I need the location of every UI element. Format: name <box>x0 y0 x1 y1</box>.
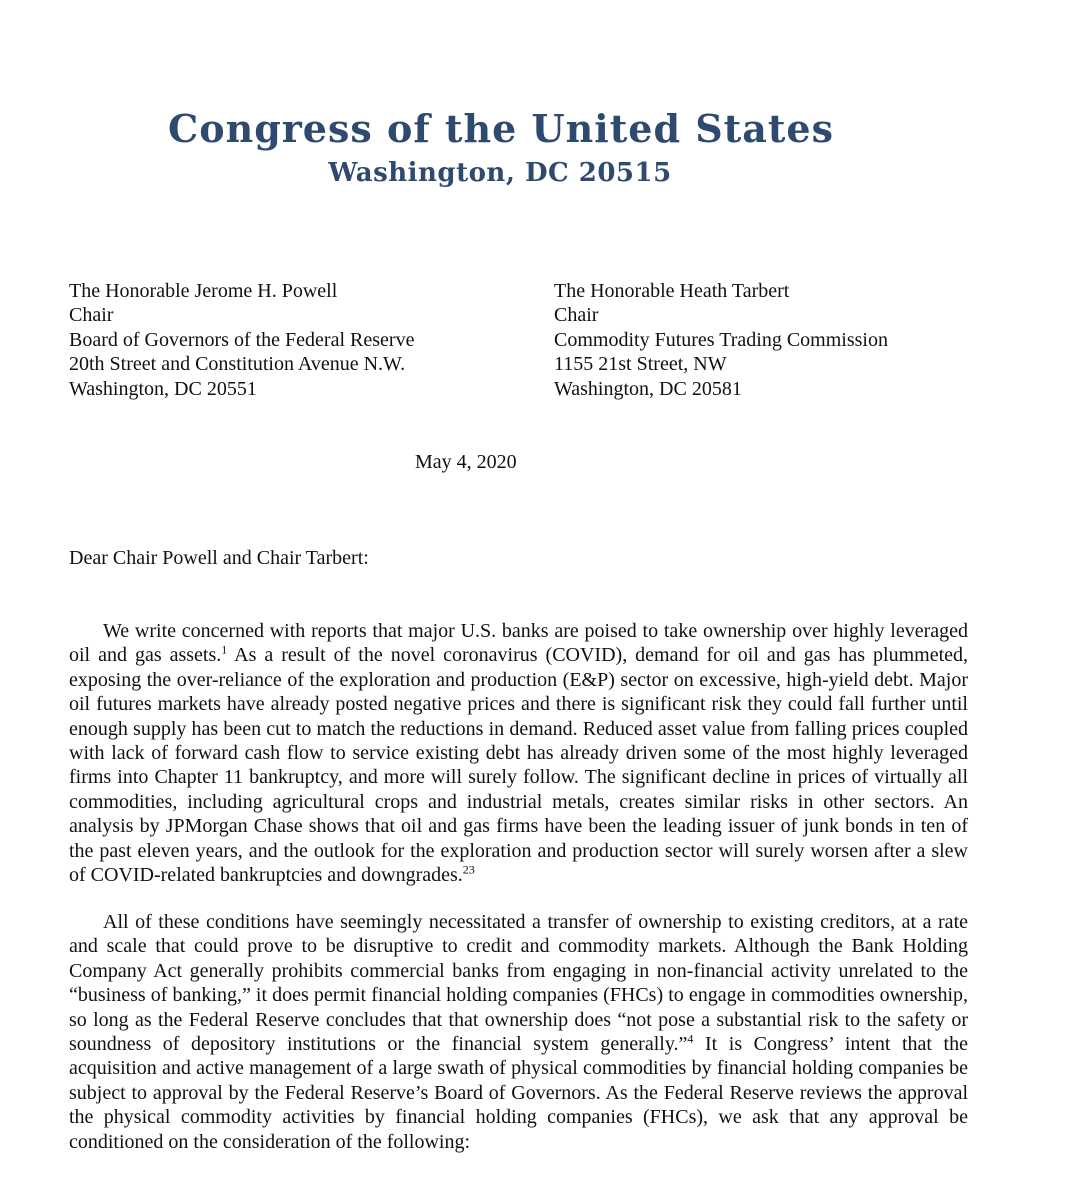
body-paragraph-1 <box>69 619 968 887</box>
recipient-left-name: The Honorable Jerome H. Powell <box>69 280 338 302</box>
recipient-address-left <box>69 279 414 401</box>
paragraph-1-text-a: We write concerned with reports that major U.S. banks are poised to take ownership over highly leveraged oil and gas assets. <box>69 620 968 667</box>
letterhead-subtitle: Washington, DC 20515 <box>328 158 672 188</box>
salutation: Dear Chair Powell and Chair Tarbert: <box>69 547 369 569</box>
paragraph-1-text-b: As a result of the novel coronavirus (COVID), demand for oil and gas has plummeted, exposing the over-reliance of the exploration and production (E&P) sector on excessive, high-yield debt. Major oil futures markets have already posted negative prices and there is significant risk they could fall further until enough supply has been cut to match the reductions in demand. Reduced asset value from falling prices coupled with lack of forward cash flow to service existing debt has already driven some of the most highly leveraged firms into Chapter 11 bankruptcy, and more will surely follow. The significant decline in prices of virtually all commodities, including agricultural crops and industrial metals, creates similar risks in other sectors. An analysis by JPMorgan Chase shows that oil and gas firms have been the leading issuer of junk bonds in ten of the past eleven years, and the outlook for the exploration and production sector will surely worsen after a slew of COVID-related bankruptcies and downgrades. <box>69 644 969 887</box>
letterhead <box>0 106 1000 190</box>
paragraph-2-text-b: It is Congress’ intent that the acquisition and active management of a large swath of physical commodities by financial holding companies be subject to approval by the Federal Reserve’s Board of Governors. As the Federal Reserve reviews the approval the physical commodity activities by financial holding companies (FHCs), we ask that any approval be conditioned on the consideration of the following: <box>69 1033 968 1153</box>
body-paragraph-2 <box>69 910 968 1154</box>
recipient-left-title: Chair <box>69 304 114 327</box>
recipient-right-title: Chair <box>554 304 599 327</box>
footnote-marker-1: 1 <box>221 642 228 657</box>
footnote-marker-4: 4 <box>687 1031 694 1046</box>
recipient-left-city: Washington, DC 20551 <box>69 377 257 400</box>
recipient-right-street: 1155 21st Street, NW <box>554 353 727 376</box>
recipient-right-organization: Commodity Futures Trading Commission <box>554 328 888 351</box>
recipient-address-right <box>554 279 888 401</box>
paragraph-2-text-a: All of these conditions have seemingly necessitated a transfer of ownership to existing creditors, at a rate and scale that could prove to be disruptive to credit and commodity markets. Although the Bank Holding Company Act generally prohibits commercial banks from engaging in non-financial activity unrelated to the “business of banking,” it does permit financial holding companies (FHCs) to engage in commodities ownership, so long as the Federal Reserve concludes that that ownership does “not pose a substantial risk to the safety or soundness of depository institutions or the financial system generally.” <box>69 911 968 1056</box>
recipient-right-name: The Honorable Heath Tarbert <box>554 280 790 302</box>
footnote-marker-23: 23 <box>462 862 475 877</box>
recipient-right-city: Washington, DC 20581 <box>554 377 742 400</box>
recipient-left-organization: Board of Governors of the Federal Reserve <box>69 328 415 351</box>
letterhead-title: Congress of the United States <box>168 106 834 151</box>
letter-date: May 4, 2020 <box>415 451 517 473</box>
recipient-left-street: 20th Street and Constitution Avenue N.W. <box>69 353 406 376</box>
